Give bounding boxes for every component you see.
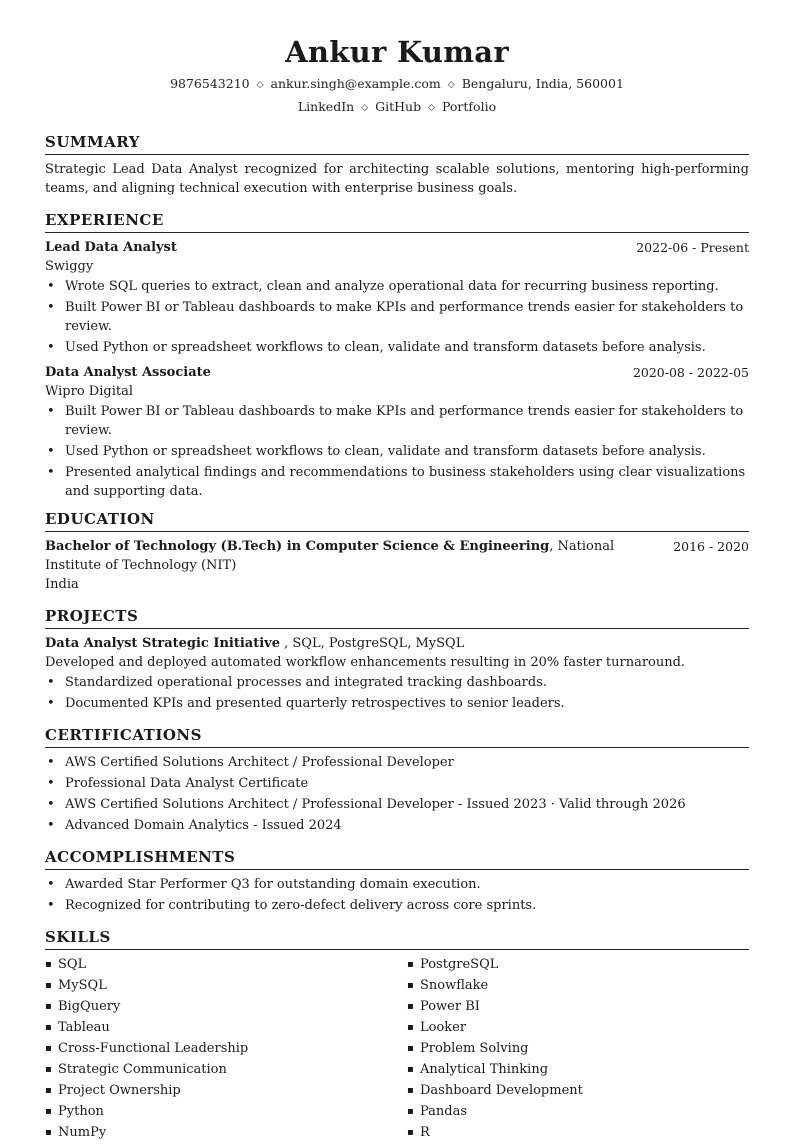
accomplishments-section <box>45 847 749 915</box>
candidate-name: Ankur Kumar <box>285 35 509 69</box>
education-dates: 2016 - 2020 <box>673 539 749 554</box>
list-item: • Awarded Star Performer Q3 for outstanding domain execution. <box>45 875 749 894</box>
section-title: CERTIFICATIONS <box>45 725 749 748</box>
github-link[interactable]: GitHub <box>375 99 422 114</box>
project-bullets <box>45 673 749 713</box>
list-item: • Wrote SQL queries to extract, clean and analyze operational data for recurring business reporting. <box>45 277 749 296</box>
skill-item: ▪ Tableau <box>45 1018 387 1037</box>
list-item: • Built Power BI or Tableau dashboards to make KPIs and performance trends easier for stakeholders to review. <box>45 402 749 440</box>
diamond-separator-icon: ◇ <box>361 103 369 113</box>
job-bullets <box>45 277 749 357</box>
summary-section <box>45 132 749 198</box>
linkedin-link[interactable]: LinkedIn <box>297 99 355 114</box>
skill-item: ▪ Dashboard Development <box>407 1081 749 1100</box>
skill-item: ▪ Strategic Communication <box>45 1060 387 1079</box>
job-company: Swiggy <box>45 259 94 274</box>
projects-section <box>45 606 749 713</box>
job-company: Wipro Digital <box>45 384 133 399</box>
project-description: Developed and deployed automated workflow enhancements resulting in 20% faster turnaround. <box>45 655 686 670</box>
list-item: • Standardized operational processes and integrated tracking dashboards. <box>45 673 749 692</box>
list-item: • Advanced Domain Analytics - Issued 2024 <box>45 816 749 835</box>
skill-item: ▪ PostgreSQL <box>407 955 749 974</box>
education-country: India <box>45 577 79 592</box>
skill-item: ▪ SQL <box>45 955 387 974</box>
section-title: EXPERIENCE <box>45 210 749 233</box>
education-institution: , National Institute of Technology (NIT) <box>45 539 615 573</box>
contact-line <box>45 74 749 95</box>
job-dates: 2020-08 - 2022-05 <box>632 365 749 380</box>
skill-item: ▪ Project Ownership <box>45 1081 387 1100</box>
job-bullets <box>45 402 749 501</box>
certifications-list <box>45 753 749 835</box>
diamond-separator-icon: ◇ <box>256 80 264 90</box>
list-item: • Presented analytical findings and recommendations to business stakeholders using clear visualizations and supporting data. <box>45 463 749 501</box>
list-item: • Used Python or spreadsheet workflows to clean, validate and transform datasets before analysis. <box>45 442 749 461</box>
portfolio-link[interactable]: Portfolio <box>442 99 497 114</box>
project-heading <box>45 634 749 653</box>
project-name: Data Analyst Strategic Initiative <box>45 636 280 651</box>
accomplishments-list <box>45 875 749 915</box>
section-title: SUMMARY <box>45 132 749 155</box>
section-title: EDUCATION <box>45 509 749 532</box>
email-link[interactable]: ankur.singh@example.com <box>270 76 441 91</box>
skill-item: ▪ Python <box>45 1102 387 1121</box>
job-dates: 2022-06 - Present <box>636 240 749 255</box>
section-title: PROJECTS <box>45 606 749 629</box>
location: Bengaluru, India, 560001 <box>461 76 624 91</box>
list-item: • AWS Certified Solutions Architect / Professional Developer - Issued 2023 · Valid through 2026 <box>45 795 749 814</box>
skill-item: ▪ BigQuery <box>45 997 387 1016</box>
phone-number: 9876543210 <box>170 76 250 91</box>
list-item: • Used Python or spreadsheet workflows to clean, validate and transform datasets before analysis. <box>45 338 749 357</box>
skill-item: ▪ Snowflake <box>407 976 749 995</box>
skill-item: ▪ NumPy <box>45 1123 387 1142</box>
skills-list <box>45 955 749 1144</box>
skill-item: ▪ MySQL <box>45 976 387 995</box>
job-role: Data Analyst Associate <box>45 365 211 380</box>
education-degree: Bachelor of Technology (B.Tech) in Computer Science & Engineering <box>45 539 550 554</box>
list-item: • Documented KPIs and presented quarterly retrospectives to senior leaders. <box>45 694 749 713</box>
list-item: • Recognized for contributing to zero-defect delivery across core sprints. <box>45 896 749 915</box>
skill-item: ▪ R <box>407 1123 749 1142</box>
job-entry <box>45 363 749 501</box>
job-role: Lead Data Analyst <box>45 240 177 255</box>
certifications-section <box>45 725 749 835</box>
skills-section <box>45 927 749 1144</box>
list-item: • Built Power BI or Tableau dashboards to make KPIs and performance trends easier for stakeholders to review. <box>45 298 749 336</box>
project-tech: , SQL, PostgreSQL, MySQL <box>279 636 465 651</box>
diamond-separator-icon: ◇ <box>428 103 435 113</box>
skill-item: ▪ Analytical Thinking <box>407 1060 749 1079</box>
list-item: • AWS Certified Solutions Architect / Professional Developer <box>45 753 749 772</box>
skill-item: ▪ Pandas <box>407 1102 749 1121</box>
skill-item: ▪ Power BI <box>407 997 749 1016</box>
job-entry <box>45 238 749 357</box>
links-line <box>45 97 749 118</box>
section-title: ACCOMPLISHMENTS <box>45 847 749 870</box>
experience-section <box>45 210 749 501</box>
section-title: SKILLS <box>45 927 749 950</box>
education-section <box>45 509 749 594</box>
diamond-separator-icon: ◇ <box>447 80 455 90</box>
list-item: • Professional Data Analyst Certificate <box>45 774 749 793</box>
skill-item: ▪ Problem Solving <box>407 1039 749 1058</box>
skill-item: ▪ Cross-Functional Leadership <box>45 1039 387 1058</box>
skill-item: ▪ Looker <box>407 1018 749 1037</box>
summary-text: Strategic Lead Data Analyst recognized for architecting scalable solutions, mentoring high-performing teams, and aligning technical execution with enterprise business goals. <box>45 162 749 196</box>
resume-page <box>45 0 749 1144</box>
